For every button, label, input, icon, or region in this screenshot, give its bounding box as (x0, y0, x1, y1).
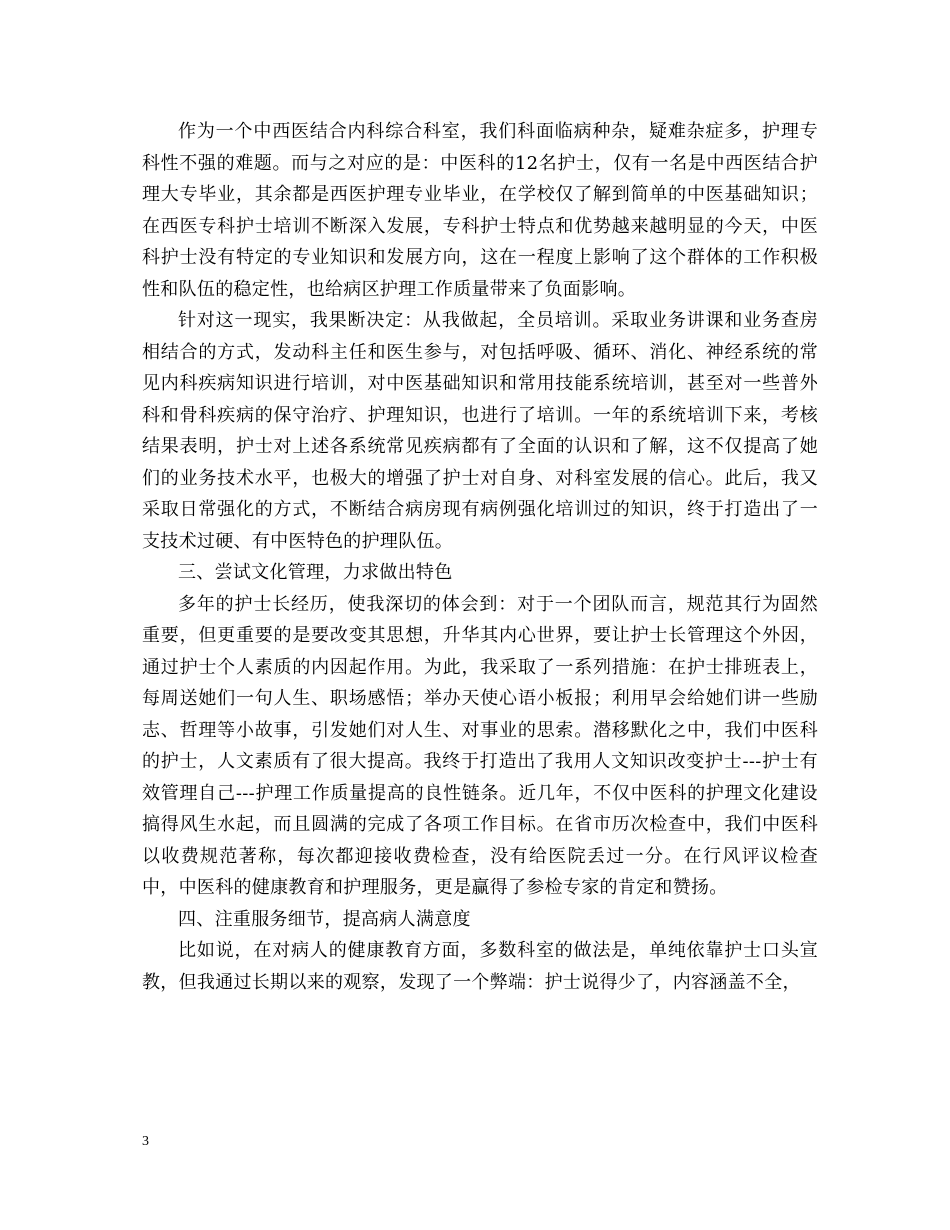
section-heading-service-details: 四、注重服务细节，提高病人满意度 (178, 908, 471, 930)
paragraph-health-education: 比如说，在对病人的健康教育方面，多数科室的做法是，单纯依靠护士口头宣教，但我通过长期以来的观察，发现了一个弊端：护士说得少了，内容涵盖不全， (142, 940, 818, 993)
page-body (142, 116, 818, 998)
section-heading-culture-management: 三、尝试文化管理，力求做出特色 (178, 562, 453, 583)
paragraph-culture-management: 多年的护士长经历，使我深切的体会到：对于一个团队而言，规范其行为固然重要，但更重要的是要改变其思想，升华其内心世界，要让护士长管理这个外因，通过护士个人素质的内因起作用。为此，我采取了一系列措施：在护士排班表上，每周送她们一句人生、职场感悟；举办天使心语小板报；利用早会给她们讲一些励志、哲理等小故事，引发她们对人生、对事业的思索。潜移默化之中，我们中医科的护士，人文素质有了很大提高。我终于打造出了我用人文知识改变护士---护士有效管理自己---护理工作质量提高的良性链条。近几年，不仅中医科的护理文化建设搞得风生水起，而且圆满的完成了各项工作目标。在省市历次检查中，我们中医科以收费规范著称，每次都迎接收费检查，没有给医院丢过一分。在行风评议检查中，中医科的健康教育和护理服务，更是赢得了参检专家的肯定和赞扬。 (142, 593, 818, 898)
paragraph-staff-training: 针对这一现实，我果断决定：从我做起，全员培训。采取业务讲课和业务查房相结合的方式，发动科主任和医生参与，对包括呼吸、循环、消化、神经系统的常见内科疾病知识进行培训，对中医基础知识和常用技能系统培训，甚至对一些普外科和骨科疾病的保守治疗、护理知识，也进行了培训。一年的系统培训下来，考核结果表明，护士对上述各系统常见疾病都有了全面的认识和了解，这不仅提高了她们的业务技术水平，也极大的增强了护士对自身、对科室发展的信心。此后，我又采取日常强化的方式，不断结合病房现有病例强化培训过的知识，终于打造出了一支技术过硬、有中医特色的护理队伍。 (142, 310, 818, 552)
page-number: 3 (142, 1134, 149, 1149)
paragraph-department-challenges: 作为一个中西医结合内科综合科室，我们科面临病种杂，疑难杂症多，护理专科性不强的难题。而与之对应的是：中医科的12名护士，仅有一名是中西医结合护理大专毕业，其余都是西医护理专业毕业，在学校仅了解到简单的中医基础知识；在西医专科护士培训不断深入发展，专科护士特点和优势越来越明显的今天，中医科护士没有特定的专业知识和发展方向，这在一程度上影响了这个群体的工作积极性和队伍的稳定性，也给病区护理工作质量带来了负面影响。 (142, 121, 818, 300)
